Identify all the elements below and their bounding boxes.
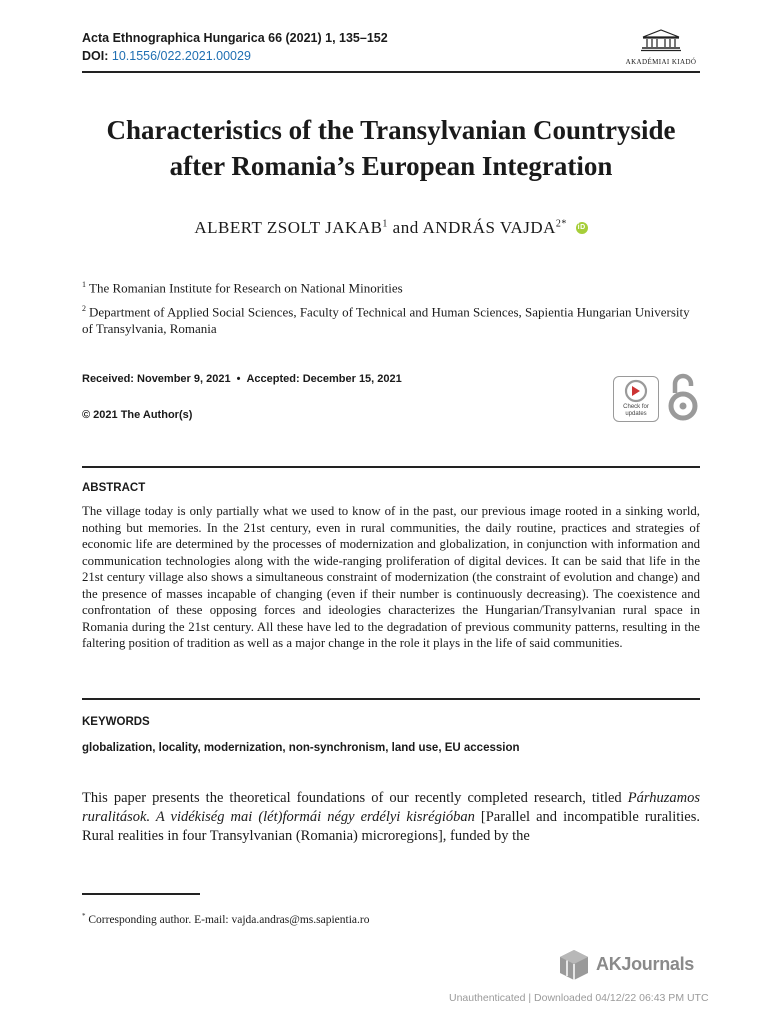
check-updates-label: Check for updates	[623, 404, 649, 417]
keywords-top-divider	[82, 698, 700, 700]
body-paragraph	[82, 789, 700, 846]
header-divider	[82, 71, 700, 73]
affiliation-1	[82, 276, 700, 296]
check-for-updates-badge[interactable]	[613, 376, 659, 422]
author-2-affiliation-mark: 2*	[555, 218, 567, 230]
publisher-logo	[618, 28, 704, 66]
body-text-end: [Parallel and incompatible ruralities. Rural realities in four Transylvanian (Romania) microregions], funded by the	[82, 809, 700, 844]
affiliation-1-number: 1	[82, 280, 86, 289]
doi-line	[82, 49, 251, 63]
open-access-icon	[666, 373, 700, 423]
publisher-name: AKADÉMIAI KIADÓ	[625, 58, 697, 66]
doi-label: DOI:	[82, 49, 109, 63]
footnote-text: Corresponding author. E-mail: vajda.andras@ms.sapientia.ro	[85, 913, 370, 926]
date-separator: •	[236, 373, 241, 385]
body-text-start: This paper presents the theoretical foundations of our recently completed research, titled	[82, 790, 628, 806]
author-connector: and	[392, 218, 419, 237]
akjournals-cube-icon	[556, 948, 592, 982]
copyright-notice: © 2021 The Author(s)	[82, 409, 193, 421]
body-italic-title: Párhuzamos ruralitások. A vidékiség mai (lét)formái négy erdélyi kisrégióban	[82, 790, 700, 825]
journal-citation: Acta Ethnographica Hungarica 66 (2021) 1, 135–152	[82, 31, 388, 45]
abstract-top-divider	[82, 466, 700, 468]
accepted-date: Accepted: December 15, 2021	[246, 373, 402, 385]
akjournals-wordmark: AKJournals	[596, 954, 695, 974]
affiliation-2	[82, 300, 700, 337]
footnote-marker: *	[82, 912, 86, 920]
author-list	[82, 218, 700, 238]
abstract-body: The village today is only partially what we used to know of in the past, our previous image rooted in a sinking world, nothing but memories. In the 21st century, even in rural communities, the daily routine, practices and strategies of economic life are determined by the processes of modernization and globalization, in conjunction with information and communication technologies along with the wide-ranging proliferation of digital devices. It can be said that life in the 21st century village also shows a simultaneous constraint of modernization (the constraint of evolution and change) and the presence of masses incapable of changing (even if their number is continuously decreasing). The coexistence and confrontation of these opposing forces and ideologies characterizes the Hungarian/Transylvanian rural space in Romania during the 21st century. All these have led to the degradation of previous community patterns, resulting in the faltering position of tradition as well as a major change in the role it plays in the life of said communities.	[82, 504, 700, 650]
keywords-list: globalization, locality, modernization, non-synchronism, land use, EU accession	[82, 742, 520, 754]
check-updates-icon	[614, 377, 658, 405]
academy-building-icon	[639, 28, 683, 52]
footnote-divider	[82, 893, 200, 895]
orcid-icon[interactable]: iD	[576, 222, 588, 234]
affiliation-2-text: Department of Applied Social Sciences, Faculty of Technical and Human Sciences, Sapientia Hungarian University of Transylvania, Romania	[82, 304, 690, 337]
title-line-1: Characteristics of the Transylvanian Countryside	[106, 115, 676, 145]
publication-dates	[82, 373, 402, 385]
abstract-heading: ABSTRACT	[82, 482, 146, 494]
doi-link[interactable]: 10.1556/022.2021.00029	[111, 49, 251, 63]
author-1-affiliation-mark: 1	[382, 218, 388, 230]
footnote	[82, 912, 369, 926]
received-date: Received: November 9, 2021	[82, 373, 231, 385]
keywords-heading: KEYWORDS	[82, 716, 150, 728]
download-watermark: Unauthenticated | Downloaded 04/12/22 06:43 PM UTC	[449, 992, 709, 1004]
affiliation-2-number: 2	[82, 304, 86, 313]
article-title	[82, 112, 700, 184]
title-line-2: after Romania’s European Integration	[169, 151, 613, 181]
author-2: ANDRÁS VAJDA	[422, 218, 556, 237]
author-1: ALBERT ZSOLT JAKAB	[194, 218, 383, 237]
affiliation-1-text: The Romanian Institute for Research on National Minorities	[89, 280, 403, 296]
